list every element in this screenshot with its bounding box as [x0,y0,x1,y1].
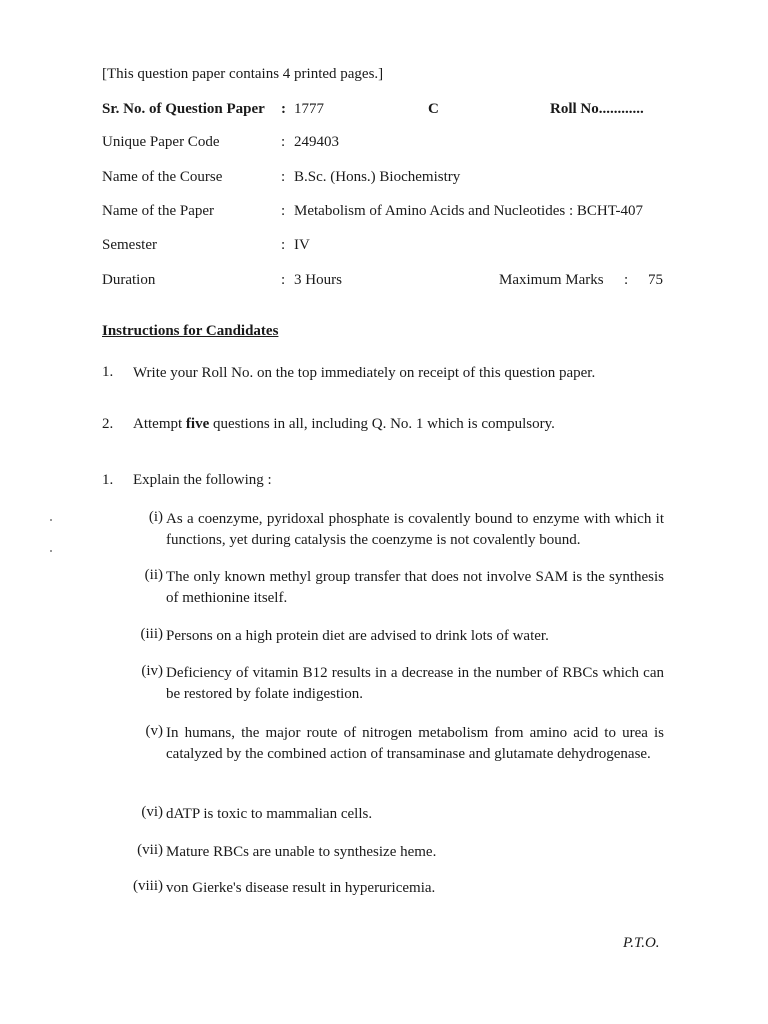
meta-value: 3 Hours [294,272,342,288]
part-text: dATP is toxic to mammalian cells. [166,806,373,822]
part-number: (i) [148,509,163,525]
part-text: von Gierke's disease result in hyperuricemia. [166,880,436,896]
serial-sep: : [281,101,286,117]
meta-sep: : [281,134,286,150]
meta-value: 249403 [294,134,339,150]
part-number: (iv) [141,663,163,679]
part-text: Persons on a high protein diet are advised to drink lots of water. [166,628,549,644]
part-number: (vii) [137,842,163,858]
part-text: As a coenzyme, pyridoxal phosphate is covalently bound to enzyme with which it functions, yet during catalysis the coenzyme is not covalently bound. [166,511,664,548]
part-text: The only known methyl group transfer that does not involve SAM is the synthesis of methionine itself. [166,569,664,606]
part-number: (vi) [141,804,163,820]
instruction-number: 1. [102,364,114,380]
part-number: (ii) [144,567,163,583]
roll-number: Roll No............ [550,101,644,117]
meta-sep: : [281,203,286,219]
part-number: (v) [145,723,163,739]
question-stem: Explain the following : [133,472,272,488]
meta-value: IV [294,237,310,253]
header-note: [This question paper contains 4 printed pages.] [102,66,384,82]
instruction-text: Write your Roll No. on the top immediately on receipt of this question paper. [133,365,596,381]
instruction-number: 2. [102,416,114,432]
part-text: In humans, the major route of nitrogen metabolism from amino acid to urea is catalyzed by the combined action of transaminase and glutamate dehydrogenase. [166,725,664,762]
paper-set: C [428,101,439,117]
part-number: (viii) [133,878,163,894]
scan-mark [50,550,52,552]
meta-value: Metabolism of Amino Acids and Nucleotides : BCHT-407 [294,203,644,219]
instruction-text: Attempt five questions in all, including Q. No. 1 which is compulsory. [133,416,555,432]
meta-label: Semester [102,237,157,253]
meta-sep: : [281,237,286,253]
meta-sep: : [281,272,286,288]
max-marks-label: Maximum Marks [499,272,604,288]
meta-label: Duration [102,272,156,288]
meta-label: Name of the Course [102,169,223,185]
meta-sep: : [281,169,286,185]
part-text: Mature RBCs are unable to synthesize heme. [166,844,437,860]
scan-mark [50,519,52,521]
meta-label: Name of the Paper [102,203,215,219]
meta-label: Unique Paper Code [102,134,220,150]
max-marks-sep: : [624,272,629,288]
question-number: 1. [102,472,114,488]
part-text: Deficiency of vitamin B12 results in a decrease in the number of RBCs which can be restored by folate indigestion. [166,665,664,702]
instructions-heading: Instructions for Candidates [102,323,279,339]
serial-label: Sr. No. of Question Paper [102,101,265,117]
part-number: (iii) [140,626,163,642]
serial-value: 1777 [294,101,324,117]
max-marks-value: 75 [648,272,663,288]
instruction-emphasis: five [185,416,210,432]
page-turn-note: P.T.O. [623,935,660,951]
meta-value: B.Sc. (Hons.) Biochemistry [294,169,461,185]
